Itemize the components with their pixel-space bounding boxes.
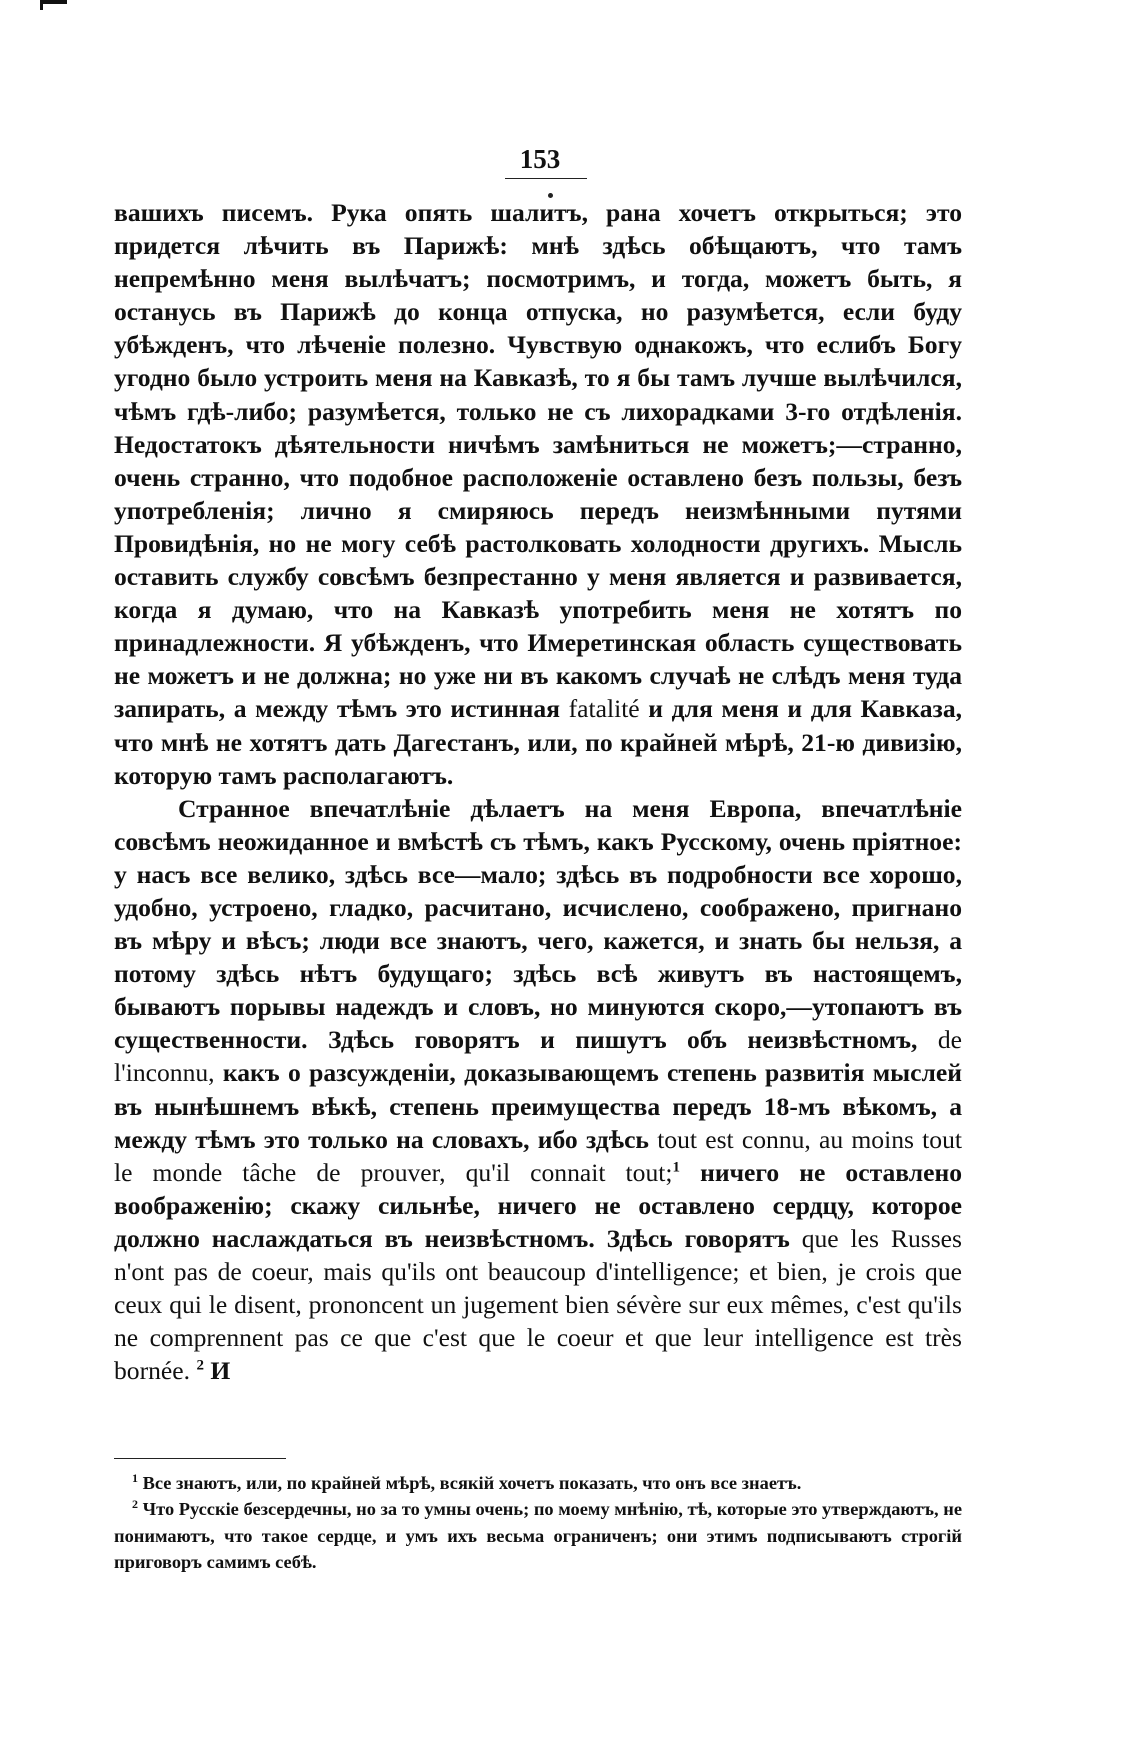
footnote-2 — [114, 1496, 962, 1575]
paragraph-1-end: и для меня и для Кавказа, что мнѣ не хотятъ дать Дагестанъ, или, по крайней мѣрѣ, 21-ю дивизію, которую тамъ располагаютъ. — [114, 694, 963, 790]
footnote-ref-2: 2 — [196, 1357, 204, 1374]
paragraph-1 — [114, 196, 962, 792]
footnote-ref-1: 1 — [672, 1159, 680, 1176]
footnote-2-text: Что Русскіе безсердечны, но за то умны очень; по моему мнѣнію, тѣ, которые это утверждаютъ, не понимаютъ, что такое сердце, и умъ ихъ весьма ограниченъ; они этимъ подписываютъ строгій приговоръ самимъ себѣ. — [114, 1499, 962, 1573]
page-number: 153 — [519, 144, 561, 174]
body-text — [114, 196, 962, 1387]
footnote-1-text: Все знаютъ, или, по крайней мѣрѣ, всякій хочетъ показать, что онъ все знаетъ. — [142, 1473, 802, 1493]
paragraph-2-french-2: tout est connu, au moins tout le monde tâche de prouver, qu'il connait tout; — [114, 1124, 962, 1187]
corner-scan-mark — [40, 0, 67, 10]
paragraph-1-text: вашихъ писемъ. Рука опять шалитъ, рана хочетъ открыться; это придется лѣчить въ Парижѣ: мнѣ здѣсь обѣщаютъ, что тамъ непремѣнно меня вылѣчатъ; посмотримъ, и тогда, можетъ быть, я останусь въ Парижѣ до конца отпуска, но разумѣется, если буду убѣжденъ, что лѣченіе полезно. Чувствую однакожъ, что еслибъ Богу угодно было устроить меня на Кавказѣ, то я бы тамъ лучше вылѣчился, чѣмъ гдѣ-либо; разумѣется, только не съ лихорадками 3-го отдѣленія. Недостатокъ дѣятельности ничѣмъ замѣниться не можетъ;—странно, очень странно, что подобное расположеніе оставлено безъ пользы, безъ употребленія; лично я смиряюсь передъ неизмѣнными путями Провидѣнія, но не могу себѣ растолковать холодности другихъ. Мысль оставить службу совсѣмъ безпрестанно у меня является и развивается, когда я думаю, что на Кавказѣ употребить меня не хотятъ по принадлежности. Я убѣжденъ, что Имеретинская область существовать не можетъ и не должна; но уже ни въ какомъ случаѣ не слѣдъ меня туда запирать, а между тѣмъ это истинная — [114, 198, 962, 724]
footnote-rule — [114, 1458, 286, 1459]
footnote-2-mark: 2 — [132, 1497, 138, 1512]
footnote-1-mark: 1 — [132, 1470, 138, 1485]
footnotes — [114, 1470, 962, 1576]
paragraph-2-part-a: Странное впечатлѣніе дѣлаетъ на меня Европа, впечатлѣніе совсѣмъ неожиданное и вмѣстѣ съ тѣмъ, какъ Русскому, очень пріятное: у насъ все велико, здѣсь все—мало; здѣсь въ подробности все хорошо, удобно, устроено, гладко, расчитано, исчислено, соображено, пригнано въ мѣру и вѣсъ; люди все знаютъ, чего, кажется, и знать бы нельзя, а потому здѣсь нѣтъ будущаго; здѣсь всѣ живутъ въ настоящемъ, бываютъ порывы надеждъ и словъ, но минуются скоро,—утопаютъ въ существенности. Здѣсь говорятъ и пишутъ объ неизвѣстномъ, — [114, 793, 962, 1055]
footnote-1 — [114, 1470, 962, 1496]
paragraph-2-french-1: de l'inconnu, — [114, 1025, 962, 1088]
paragraph-2-french-3: que les Russes n'ont pas de coeur, mais qu'ils ont beaucoup d'intelligence; et bien, je crois que ceux qui le disent, prononcent un jugement bien sévère sur eux mêmes, c'est qu'ils ne comprennent pas ce que c'est que le coeur et que leur intelligence est très bornée. — [114, 1223, 962, 1386]
page-number-rule — [505, 178, 587, 179]
paragraph-2-part-b: какъ о разсужденіи, доказывающемъ степень развитія мыслей въ нынѣшнемъ вѣкѣ, степень преимущества передъ 18-мъ вѣкомъ, а между тѣмъ это только на словахъ, ибо здѣсь — [114, 1058, 962, 1154]
paragraph-2-end: И — [210, 1356, 231, 1386]
paragraph-2 — [114, 792, 962, 1388]
paragraph-2-part-c: ничего не оставлено воображенію; скажу сильнѣе, ничего не оставлено сердцу, которое должно наслаждаться въ неизвѣстномъ. Здѣсь говорятъ — [114, 1157, 962, 1253]
paragraph-1-french: fatalité — [568, 694, 640, 724]
